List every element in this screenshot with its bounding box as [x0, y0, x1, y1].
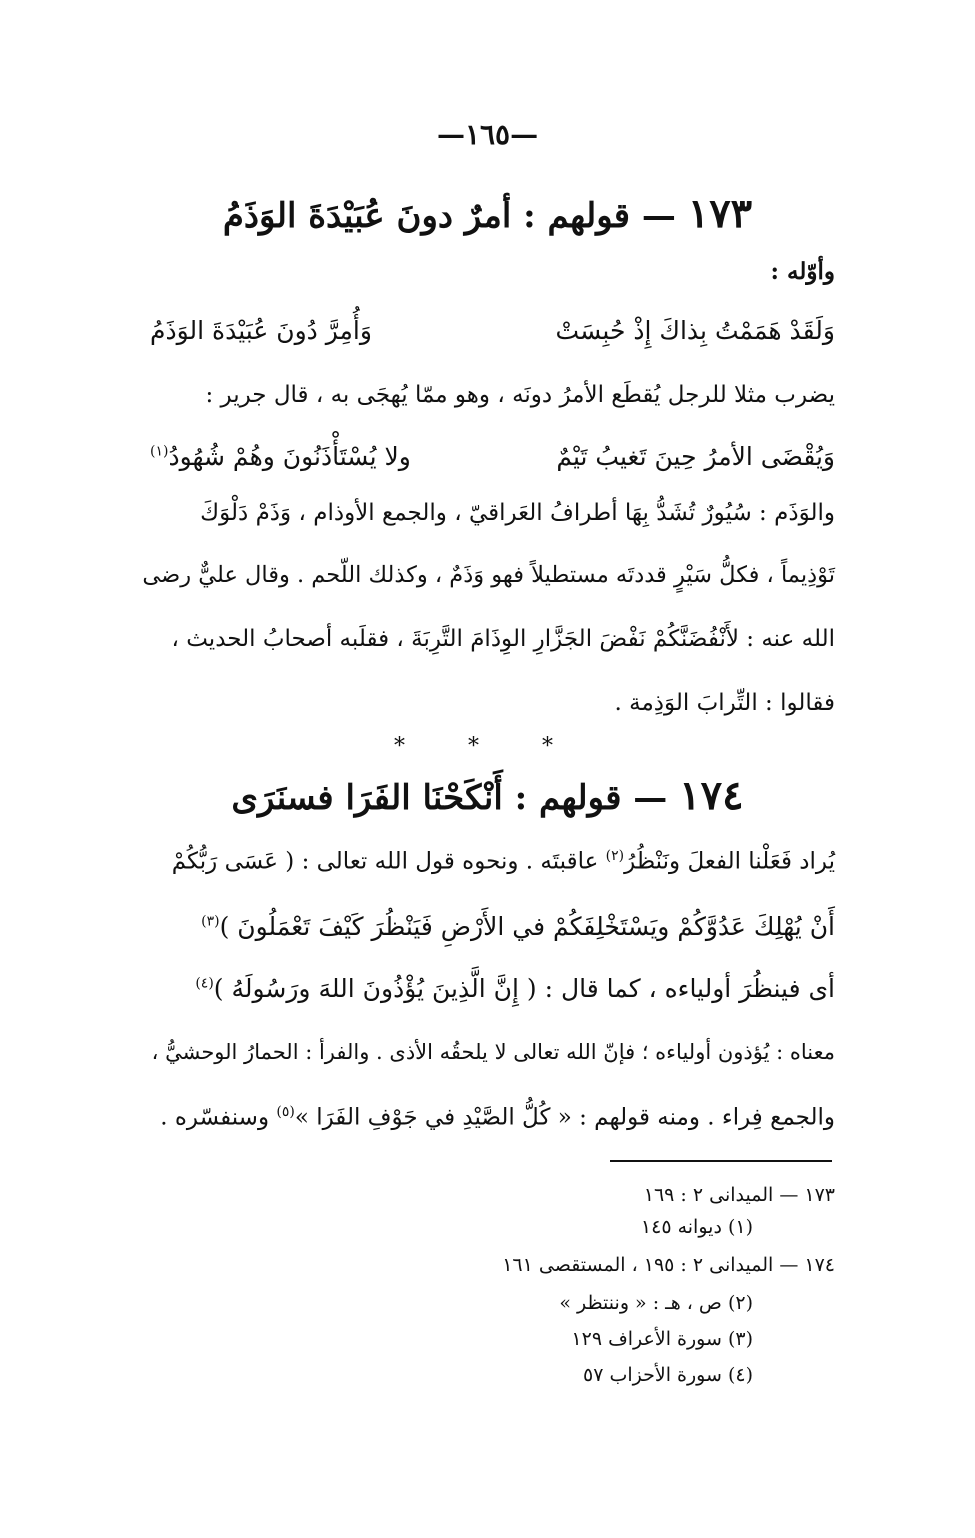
footnote-divider	[610, 1160, 832, 1162]
entry-174-line-4: معناه : يُؤذون أولياءه ؛ فإنّ الله تعالى لا يلحقُه الأذى . والفرأ : الحمارُ الوحشيُّ ،	[151, 1040, 835, 1064]
entry-174-line-5-text: والجمع فِراء . ومنه قولهم : « كُلُّ الصَّيْدِ في جَوْفِ الفَرَا »	[294, 1104, 835, 1131]
entry-174-line-2	[201, 912, 835, 941]
footnote-4: (٤) سورة الأحزاب ٥٧	[583, 1364, 753, 1386]
entry-173-line-3: تَوْذِيماً ، فكلُّ سَيْرٍ قددتَه مستطيلاً فهو وَذَمٌ ، وكذلك اللّحم . وقال عليٌّ رضى	[142, 562, 835, 588]
verse-2-second-hemistich	[150, 442, 411, 471]
entry-174-line-1-start: يُراد فَعَلْنا الفعلَ ونَنْظُرُ	[624, 848, 835, 875]
footnote-ref-2: (٢)	[605, 848, 625, 864]
entry-174-line-5-end: وسنفسّره .	[160, 1104, 270, 1131]
entry-173-line-2: والوَذَم : سُيُورٌ تُشَدُّ بِهَا أطرافُ العَراقيّ ، والجمع الأوذام ، وَذَمْ دَلْوَكَ	[200, 500, 835, 526]
verse-1-first-hemistich: وَلَقَدْ هَمَمْتُ بِذاكَ إِذْ حُبِسَتْ	[555, 316, 835, 345]
entry-173-line-1: يضرب مثلا للرجل يُقطَع الأمرُ دونَه ، وهو ممّا يُهجَى به ، قال جرير :	[205, 382, 835, 408]
entry-174-line-3-text: أى فينظُرَ أولياءه ، كما قال : ( إِنَّ الَّذِينَ يُؤْذُونَ اللهَ ورَسُولَهُ )	[213, 974, 835, 1003]
entry-174-line-2-text: أَنْ يُهْلِكَ عَدُوَّكُمْ ويَسْتَخْلِفَكُمْ في الأَرْضِ فَيَنْظُرَ كَيْفَ تَعْمَلُونَ )	[219, 912, 835, 941]
section-separator: * * *	[394, 734, 581, 759]
entry-174-line-1-end: عاقبتَه . ونحوه قول الله تعالى : ( عَسَى رَبُّكُمْ	[171, 848, 599, 875]
footnote-ref-5: (٥)	[276, 1104, 295, 1120]
entry-174-line-1	[172, 848, 835, 875]
entry-174-heading	[0, 772, 975, 819]
entry-174-number: ١٧٤	[679, 772, 744, 819]
entry-174-line-3	[195, 974, 835, 1003]
footnote-ref-3: (٣)	[201, 913, 220, 930]
footnote-1: (١) ديوانه ١٤٥	[640, 1216, 753, 1238]
entry-173-title: — قولهم : أمرٌ دونَ عُبَيْدَةَ الوَذَمُ	[222, 196, 676, 236]
verse-2-text: ولا يُسْتَأْذَنُونَ وهُمْ شُهُودُ	[168, 442, 411, 471]
footnote-174: ١٧٤ — الميدانى ٢ : ١٩٥ ، المستقصى ١٦١	[502, 1254, 835, 1276]
entry-173-line-5: فقالوا : التِّرابَ الوَذِمة .	[614, 690, 835, 716]
footnote-ref-4: (٤)	[195, 975, 214, 992]
entry-173-intro: وأوّله :	[770, 258, 835, 285]
page-number: —١٦٥—	[436, 118, 539, 151]
entry-173-heading	[0, 190, 975, 237]
verse-2-first-hemistich: وَيُقْضَى الأمرُ حِينَ تَغيبُ تَيْمٌ	[556, 442, 835, 471]
entry-173-number: ١٧٣	[687, 190, 753, 237]
footnote-3: (٣) سورة الأعراف ١٢٩	[571, 1328, 753, 1350]
footnote-173: ١٧٣ — الميدانى ٢ : ١٦٩	[643, 1184, 835, 1206]
footnote-2: (٢) ص ، هـ : « وننتظر »	[559, 1292, 753, 1314]
entry-173-line-4: الله عنه : لأَنْفُضَنَّكُمْ نَفْضَ الجَزَّارِ الوِذَامَ التَّرِبَةَ ، فقلَبه أصحابُ الحديث ،	[171, 626, 835, 652]
entry-174-title: — قولهم : أَنْكَحْنَا الفَرَا فسنَرَى	[231, 778, 668, 818]
verse-1-second-hemistich: وَأُمِرَّ دُونَ عُبَيْدَةَ الوَذَمُ	[150, 316, 372, 345]
footnote-ref-1: (١)	[150, 443, 169, 460]
entry-174-line-5	[160, 1104, 835, 1131]
